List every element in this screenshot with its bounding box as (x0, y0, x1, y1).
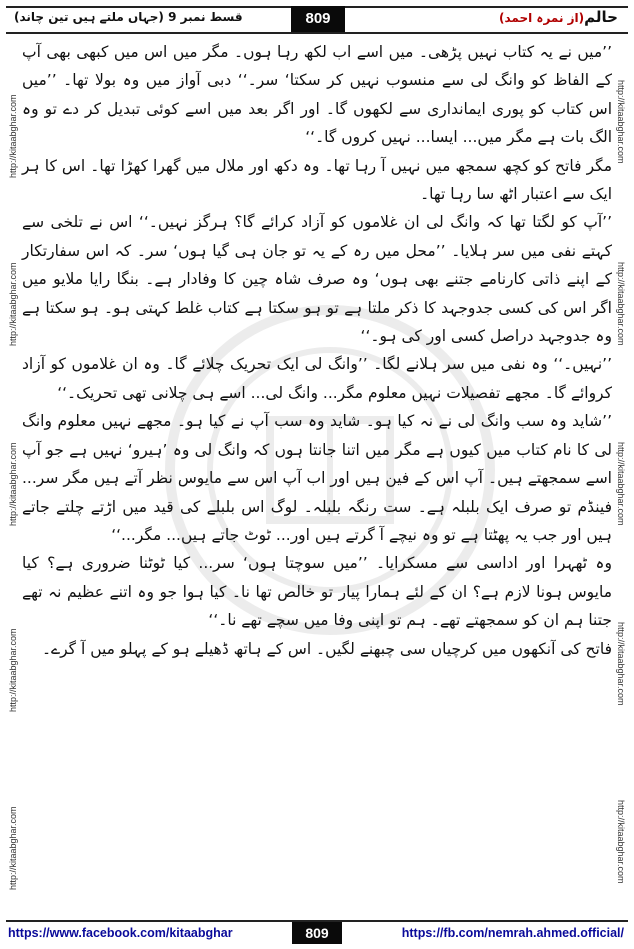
author-name: (از نمرہ احمد) (499, 11, 585, 25)
side-url-left: http://kitaabghar.com (8, 262, 18, 346)
footer-page-number: 809 (292, 922, 342, 944)
paragraph: فاتح کی آنکھوں میں کرچیاں سی چبھنے لگیں۔ اس کے ہاتھ ڈھیلے ہو کے پہلو میں آ گرے۔ (41, 639, 612, 658)
novel-title-block (499, 8, 618, 26)
paragraph: مگر فاتح کو کچھ سمجھ میں نہیں آ رہا تھا۔ وہ دکھ اور ملال میں گھرا کھڑا تھا۔ اس کا ہر ایک سے اعتبار اٹھ سا رہا تھا۔ (22, 156, 612, 204)
paragraph: ’’شاید وہ سب وانگ لی نے نہ کیا ہو۔ شاید وہ سب آپ نے کیا ہو۔ مجھے نہیں معلوم وانگ لی کا نام کتاب میں کیوں ہے مگر میں اتنا جانتا ہوں کہ وانگ لی وہ ’ہیرو‘ نہیں ہے جو آپ اسے سمجھتے ہیں۔ آپ اس کے فین ہیں اور اب آپ اس سے مایوس نظر آتے ہیں مگر سر... فینڈم تو صرف ایک بلبلہ ہے۔ ست رنگہ بلبلہ۔ لوگ اس بلبلے کی قید میں اڑتے چلتے جاتے ہیں اور جب یہ پھٹتا ہے تو وہ نیچے آ گرتے ہیں اور... ٹوٹ جاتے ہیں... مگر...‘‘ (22, 412, 612, 544)
story-text (22, 38, 612, 663)
side-url-left: http://kitaabghar.com (8, 806, 18, 890)
paragraph: ’’آپ کو لگتا تھا کہ وانگ لی ان غلاموں کو آزاد کرائے گا؟ ہرگز نہیں۔‘‘ اس نے تلخی سے کہتے نفی میں سر ہلایا۔ ’’محل میں رہ کے یہ تو جان ہی گیا ہوں‘ سر۔ کہ اس سفارتکار کے اپنے ذاتی کارنامے جتنے بھی ہوں‘ وہ صرف شاہ چین کا وفادار ہے۔ بنگا رایا ملایو میں اگر اس کی کسی جدوجہد کا ذکر ملتا ہے تو ہو سکتا ہے کتاب غلط کہتی ہو۔ ہو سکتا ہے وہ جدوجہد دراصل کسی اور کی ہو۔‘‘ (22, 213, 612, 346)
side-url-left: http://kitaabghar.com (8, 442, 18, 526)
header-page-number: 809 (291, 6, 345, 32)
side-url-left: http://kitaabghar.com (8, 628, 18, 712)
facebook-link[interactable]: https://www.facebook.com/kitaabghar (8, 926, 233, 940)
side-url-right: http://kitaabghar.com (616, 800, 626, 884)
page-header (6, 6, 628, 34)
side-url-right: http://kitaabghar.com (616, 442, 626, 526)
fb-author-link[interactable]: https://fb.com/nemrah.ahmed.official/ (401, 926, 624, 940)
paragraph: وہ ٹھہرا اور اداسی سے مسکرایا۔ ’’میں سوچتا ہوں‘ سر... کیا ٹوٹنا ضروری ہے؟ کیا مایوس ہونا لازم ہے؟ ان کے لئے ہمارا پیار تو خالص تھا نا۔ کیا ہوا جو وہ اتنے عظیم نہ تھے جتنا ہم ان کو سمجھتے تھے۔ ہم تو اپنی وفا میں سچے تھے نا۔‘‘ (22, 554, 612, 630)
side-url-right: http://kitaabghar.com (616, 80, 626, 164)
novel-title: حالم (584, 8, 618, 26)
side-url-right: http://kitaabghar.com (616, 262, 626, 346)
side-url-left: http://kitaabghar.com (8, 94, 18, 178)
side-url-right: http://kitaabghar.com (616, 622, 626, 706)
episode-title: قسط نمبر 9 (جہاں ملتے ہیں تین چاند) (14, 10, 243, 24)
paragraph: ’’میں نے یہ کتاب نہیں پڑھی۔ میں اسے اب لکھ رہا ہوں۔ مگر میں اس میں کبھی بھی آپ کے الفاظ کو وانگ لی سے منسوب نہیں کر سکتا‘ سر۔‘‘ دبی آواز میں وہ بولا تھا۔ ’’میں اس کتاب کو پوری ایمانداری سے لکھوں گا۔ اور اگر بعد میں اسے کوئی تبدیل کر دے تو وہ الگ بات ہے مگر میں... ایسا... نہیں کروں گا۔‘‘ (22, 43, 612, 147)
page-footer (6, 920, 628, 946)
paragraph: ’’نہیں۔‘‘ وہ نفی میں سر ہلانے لگا۔ ’’وانگ لی ایک تحریک چلائے گا۔ وہ ان غلاموں کو آزاد کروائے گا۔ مجھے تفصیلات نہیں معلوم مگر... وانگ لی... اسے ہی چلانی تھی تحریک۔‘‘ (22, 355, 612, 402)
